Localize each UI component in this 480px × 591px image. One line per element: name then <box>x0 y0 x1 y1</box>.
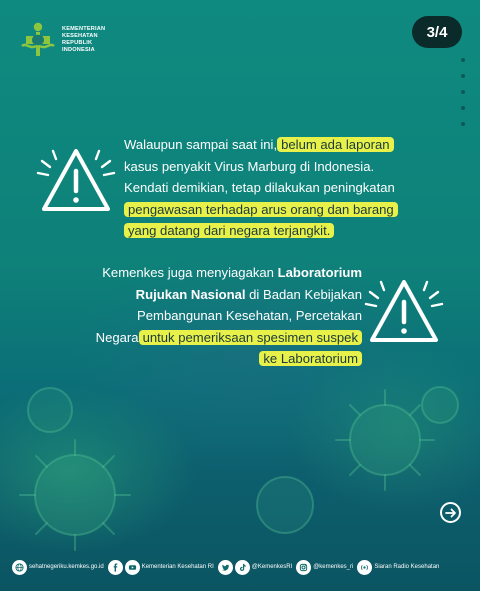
text-line <box>32 284 362 306</box>
text-segment: Negara <box>95 329 139 345</box>
footer-instagram-text: @kemenkes_ri <box>313 564 354 570</box>
highlight-text: pengawasan terhadap arus orang dan barang <box>124 202 398 217</box>
text-line: kasus penyakit Virus Marburg di Indonesia. <box>124 158 375 174</box>
highlight-text: yang datang dari negara terjangkit. <box>124 223 334 238</box>
warning-icon <box>364 274 444 352</box>
youtube-icon <box>125 560 140 575</box>
text-line <box>124 199 454 221</box>
page-indicator-badge: 3/4 <box>412 16 462 48</box>
text-segment: Walaupun sampai saat ini, <box>124 137 278 152</box>
highlight-text: belum ada laporan <box>277 137 393 152</box>
footer-radio-text: Siaran Radio Kesehatan <box>374 564 440 570</box>
footer-twitter-tiktok-text: @KemenkesRI <box>251 564 293 570</box>
facebook-icon <box>108 560 123 575</box>
text-segment: di Badan Kebijakan <box>245 286 362 302</box>
text-segment: Kemenkes juga menyiagakan <box>102 265 278 280</box>
footer-facebook-youtube-text: Kementerian Kesehatan RI <box>141 564 214 570</box>
footer-instagram-link[interactable] <box>296 560 353 575</box>
footer-twitter-tiktok-link[interactable] <box>218 560 292 575</box>
twitter-icon <box>218 560 233 575</box>
text-line: Pembangunan Kesehatan, Percetakan <box>137 308 362 323</box>
warning-icon <box>36 143 116 221</box>
text-line <box>124 220 454 242</box>
footer-facebook-youtube-link[interactable] <box>108 560 214 575</box>
highlight-text: untuk pemeriksaan spesimen suspek <box>139 330 362 345</box>
text-line <box>32 348 362 370</box>
logo-line: KESEHATAN <box>62 33 98 39</box>
text-line <box>32 262 362 284</box>
logo-line: KEMENTERIAN <box>62 26 106 32</box>
kemenkes-emblem-icon <box>18 20 58 60</box>
logo-wordmark <box>62 26 105 54</box>
text-line <box>124 134 454 156</box>
text-line <box>32 327 362 349</box>
social-footer <box>0 555 480 579</box>
arrow-right-icon <box>445 507 457 519</box>
footer-website-link[interactable] <box>12 560 104 575</box>
logo-line: REPUBLIK <box>62 40 93 46</box>
instagram-icon <box>296 560 311 575</box>
radio-icon <box>357 560 372 575</box>
tiktok-icon <box>235 560 250 575</box>
highlight-text: ke Laboratorium <box>259 351 362 366</box>
bold-text: Rujukan Nasional <box>135 286 246 302</box>
footer-website-text: sehatnegeriku.kemkes.go.id <box>29 564 104 570</box>
text-line: Kendati demikian, tetap dilakukan peningkatan <box>124 180 395 195</box>
info-paragraph-1 <box>124 134 454 242</box>
decorative-dots <box>461 58 467 138</box>
next-slide-button[interactable] <box>440 502 461 523</box>
footer-radio-link[interactable] <box>357 560 439 575</box>
kemenkes-logo <box>18 20 105 60</box>
bold-text: Laboratorium <box>277 265 362 280</box>
logo-line: INDONESIA <box>62 47 95 53</box>
globe-icon <box>12 560 27 575</box>
info-paragraph-2 <box>32 262 362 370</box>
